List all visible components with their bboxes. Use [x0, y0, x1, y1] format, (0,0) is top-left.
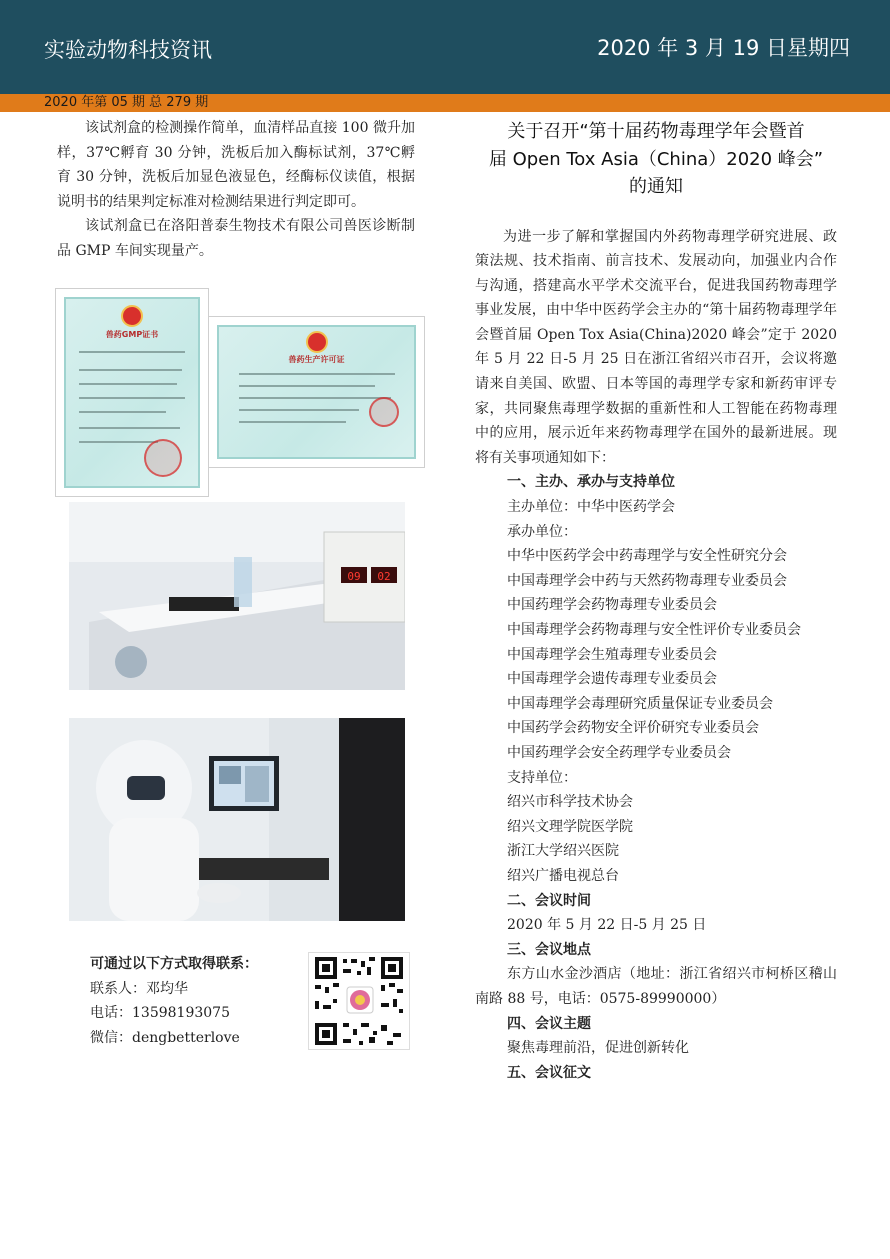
- page-header: [0, 0, 890, 94]
- meeting-theme: 聚焦毒理前沿，促进创新转化: [507, 1040, 689, 1057]
- title-line: 届 Open Tox Asia（China）2020 峰会”: [488, 148, 824, 170]
- certificate-caption: 兽药生产许可证: [288, 355, 345, 364]
- contact-phone: 电话：13598193075: [90, 1005, 230, 1021]
- organizer-item: 中国毒理学会遗传毒理专业委员会: [507, 671, 717, 688]
- wechat-qr-code: [308, 952, 410, 1050]
- publication-title: 实验动物科技资讯: [44, 38, 212, 62]
- article-title: [475, 118, 837, 201]
- national-emblem-icon: [121, 305, 143, 327]
- section-heading: 二、会议时间: [507, 892, 591, 909]
- organizer-item: 中国药学会药物安全评价研究专业委员会: [507, 720, 759, 737]
- supporters-label: 支持单位：: [507, 769, 577, 786]
- cleanroom-operator-photo: [69, 718, 405, 921]
- organizer-item: 中国药理学会安全药理学专业委员会: [507, 744, 731, 761]
- lab-instrument-photo: [69, 502, 405, 690]
- svg-text:02: 02: [377, 570, 391, 583]
- title-line: 的通知: [629, 176, 683, 197]
- intro-paragraph: 为进一步了解和掌握国内外药物毒理学研究进展、政策法规、技术指南、前言技术、发展动向，加强业内合作与沟通，搭建高水平学术交流平台，促进我国药物毒理学事业发展，由中华中医药学会主办的“第十届药物毒理学年会暨首届 Open Tox Asia(China)2020 峰会”定于 2020 年 5 月 22 日-5 月 25 日在浙江省绍兴市召开，会议将邀请来自美国、欧盟、日本等国的毒理学专家和新药审评专家，共同聚焦毒理学数据的重新性和人工智能在药物毒理中的应用，展示近年来药物毒理学在国外的最新进展。现将有关事项通知如下：: [475, 228, 837, 466]
- section-heading: 四、会议主题: [507, 1015, 591, 1032]
- red-seal-icon: [144, 439, 182, 477]
- gmp-certificate-image: [55, 288, 209, 497]
- issue-bar: [0, 94, 890, 112]
- contact-info: [90, 952, 258, 1050]
- red-seal-icon: [369, 397, 399, 427]
- supporter-item: 绍兴广播电视总台: [507, 867, 619, 884]
- issue-number: 2020 年第 05 期 总 279 期: [44, 95, 209, 110]
- title-line: 关于召开“第十届药物毒理学年会暨首: [507, 121, 805, 142]
- certificate-caption: 兽药GMP证书: [105, 330, 159, 339]
- section-heading: 三、会议地点: [507, 941, 591, 958]
- meeting-venue: 东方山水金沙酒店（地址：浙江省绍兴市柯桥区稽山南路 88 号，电话：0575-89990000）: [475, 966, 837, 1007]
- organizer-item: 中国毒理学会药物毒理与安全性评价专业委员会: [507, 622, 801, 638]
- section-heading: 五、会议征文: [507, 1064, 591, 1081]
- publication-date: 2020 年 3 月 19 日星期四: [597, 36, 850, 60]
- svg-text:09: 09: [347, 570, 361, 583]
- production-license-image: [208, 316, 425, 468]
- supporter-item: 绍兴市科学技术协会: [507, 794, 633, 811]
- organizer-item: 中国毒理学会生殖毒理专业委员会: [507, 646, 717, 663]
- left-column: [57, 116, 415, 263]
- organizer-item: 中华中医药学会中药毒理学与安全性研究分会: [507, 548, 787, 565]
- national-emblem-icon: [306, 331, 328, 353]
- host-unit: 主办单位：中华中医药学会: [507, 499, 675, 516]
- supporter-item: 浙江大学绍兴医院: [507, 843, 619, 860]
- contact-person: 联系人：邓均华: [90, 980, 188, 997]
- organizer-item: 中国毒理学会毒理研究质量保证专业委员会: [507, 695, 773, 712]
- supporter-item: 绍兴文理学院医学院: [507, 818, 633, 835]
- article-column: [475, 118, 837, 1085]
- left-paragraph: 该试剂盒已在洛阳普泰生物技术有限公司兽医诊断制品 GMP 车间实现量产。: [57, 218, 415, 259]
- organizer-item: 中国药理学会药物毒理专业委员会: [507, 597, 717, 614]
- meeting-time: 2020 年 5 月 22 日-5 月 25 日: [507, 917, 707, 934]
- organizer-item: 中国毒理学会中药与天然药物毒理专业委员会: [507, 572, 787, 589]
- contact-wechat: 微信：dengbetterlove: [90, 1029, 240, 1046]
- section-heading: 一、主办、承办与支持单位: [507, 474, 675, 491]
- contact-heading: 可通过以下方式取得联系：: [90, 956, 258, 972]
- left-paragraph: 该试剂盒的检测操作简单，血清样品直接 100 微升加样，37℃孵育 30 分钟，洗板后加入酶标试剂，37℃孵育 30 分钟，洗板后加显色液显色，经酶标仪读值，根据说明书的结果判定标准对检测结果进行判定即可。: [57, 120, 415, 210]
- article-body: [475, 225, 837, 1086]
- organizers-label: 承办单位：: [507, 523, 577, 540]
